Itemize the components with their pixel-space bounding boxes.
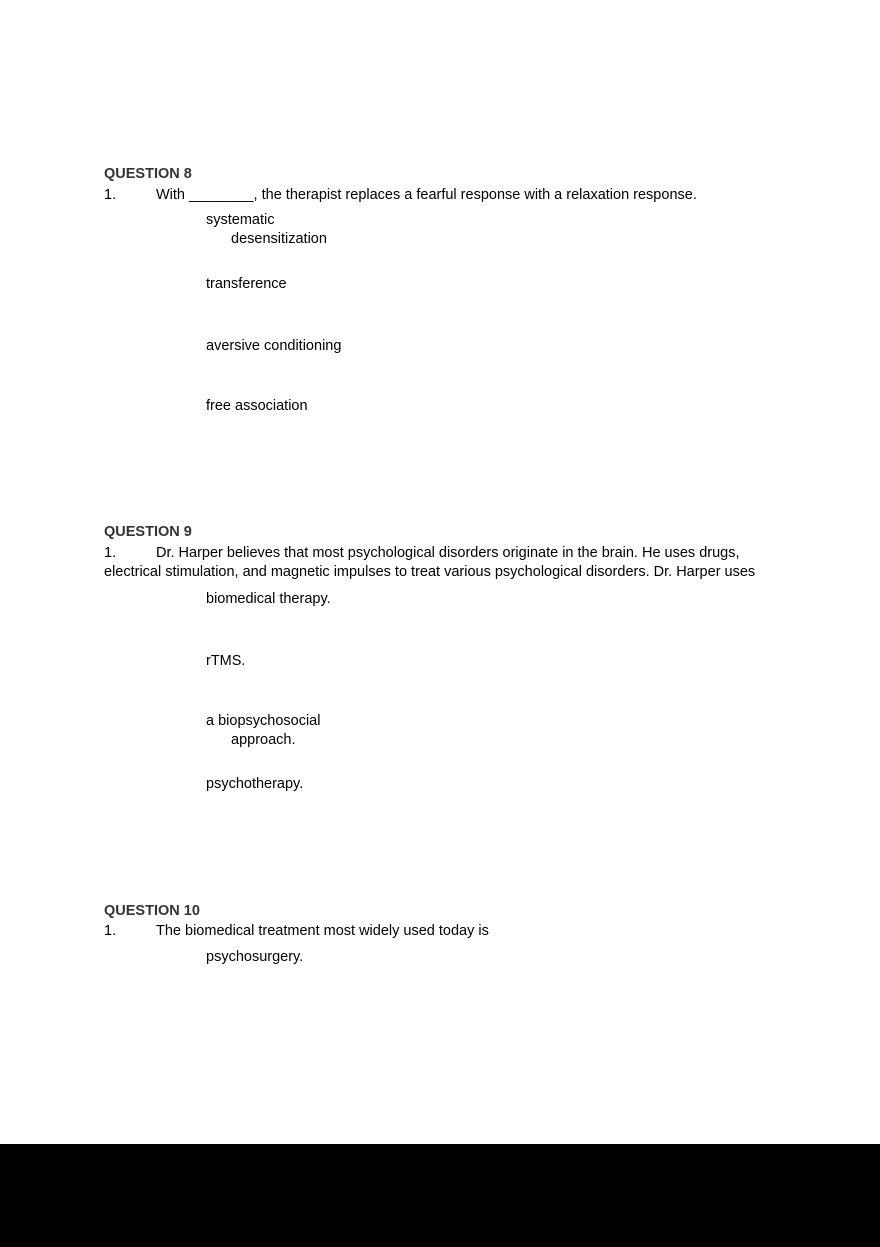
- question-number: 1.: [104, 923, 117, 939]
- question-text: The biomedical treatment most widely used today is: [156, 923, 489, 939]
- answer-option[interactable]: psychosurgery.: [206, 949, 304, 965]
- question-heading: QUESTION 10: [104, 903, 200, 919]
- answer-option-label[interactable]: systematic: [206, 212, 275, 228]
- bottom-black-bar: [0, 1144, 880, 1247]
- answer-option-label-cont[interactable]: desensitization: [231, 231, 327, 247]
- answer-option[interactable]: aversive conditioning: [206, 338, 342, 354]
- answer-option[interactable]: psychotherapy.: [206, 776, 304, 792]
- question-text-continued: electrical stimulation, and magnetic impulses to treat various psychological disorders. Dr. Harper uses: [104, 564, 756, 580]
- answer-option[interactable]: free association: [206, 398, 308, 414]
- answer-option-label[interactable]: a biopsychosocial: [206, 713, 321, 729]
- answer-option[interactable]: rTMS.: [206, 653, 246, 669]
- question-text: Dr. Harper believes that most psychological disorders originate in the brain. He uses drugs,: [156, 545, 740, 561]
- question-text: With ________, the therapist replaces a fearful response with a relaxation response.: [156, 187, 697, 203]
- answer-option[interactable]: biomedical therapy.: [206, 591, 331, 607]
- question-heading: QUESTION 8: [104, 166, 192, 182]
- answer-option[interactable]: transference: [206, 276, 287, 292]
- question-number: 1.: [104, 187, 117, 203]
- question-number: 1.: [104, 545, 117, 561]
- question-heading: QUESTION 9: [104, 524, 192, 540]
- answer-option-label-cont[interactable]: approach.: [231, 732, 296, 748]
